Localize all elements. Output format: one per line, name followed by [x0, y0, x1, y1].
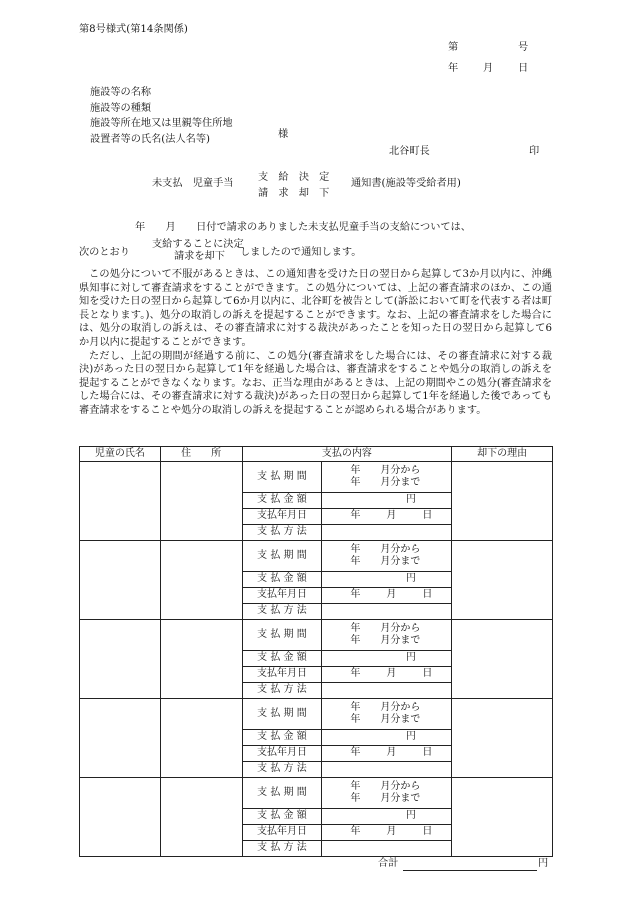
- intro-line-2-right: しましたので通知します。: [240, 247, 362, 258]
- facility-type-label: 施設等の種類: [90, 102, 152, 114]
- date-day: 日: [422, 668, 433, 680]
- total-underline: [403, 870, 537, 871]
- founder-name-label: 設置者等の氏名(法人名等): [90, 133, 211, 145]
- date-month-label: 月: [483, 63, 494, 74]
- date-label: 支払年月日: [242, 746, 322, 762]
- form-number: 第8号様式(第14条関係): [79, 24, 188, 35]
- period-value[interactable]: [322, 541, 452, 572]
- method-value[interactable]: [322, 762, 452, 778]
- address-cell[interactable]: [160, 699, 242, 778]
- period-from: 年 月分から: [350, 781, 421, 792]
- period-label: 支 払 期 間: [242, 620, 322, 651]
- rejection-reason-cell[interactable]: [452, 620, 553, 699]
- period-to: 年 月分まで: [350, 635, 421, 646]
- amount-yen: 円: [405, 810, 416, 822]
- date-month: 月: [386, 510, 397, 522]
- date-value[interactable]: [322, 746, 452, 762]
- title-option-rejection: 請 求 却 下: [258, 188, 330, 199]
- date-year: 年: [350, 668, 361, 680]
- date-value[interactable]: [322, 667, 452, 683]
- date-year: 年: [350, 747, 361, 759]
- header-child-name: 児童の氏名: [80, 447, 161, 462]
- method-value[interactable]: [322, 604, 452, 620]
- amount-value[interactable]: [322, 493, 452, 509]
- honorific: 様: [278, 129, 289, 140]
- method-value[interactable]: [322, 683, 452, 699]
- header-rejection-reason: 却下の理由: [452, 447, 553, 462]
- date-value[interactable]: [322, 588, 452, 604]
- table-header-row: [80, 447, 553, 462]
- date-label: 支払年月日: [242, 588, 322, 604]
- date-day: 日: [422, 510, 433, 522]
- period-from: 年 月分から: [350, 702, 421, 713]
- period-value[interactable]: [322, 699, 452, 730]
- date-year: 年: [350, 826, 361, 838]
- method-label: 支 払 方 法: [242, 762, 322, 778]
- table-row: [80, 620, 553, 651]
- method-label: 支 払 方 法: [242, 604, 322, 620]
- date-value[interactable]: [322, 825, 452, 841]
- period-label: 支 払 期 間: [242, 462, 322, 493]
- intro-option-pay: 支給することに決定: [152, 239, 244, 250]
- appeal-paragraph-2: ただし、上記の期間が経過する前に、この処分(審査請求をした場合には、その審査請求に対する裁決)があった日の翌日から起算して1年を経過した場合は、審査請求をすることや処分の取消しの訴えを提起することができなくなります。なお、正当な理由があるときは、上記の期間やこの処分(審査請求をした場合には、その審査請求に対する裁決)があった日の翌日から起算して1年を経過した後であっても審査請求をすることや処分の取消しの訴えを提起することが認められる場合があります。: [79, 350, 552, 416]
- document-number-suffix: 号: [518, 42, 529, 53]
- address-cell[interactable]: [160, 778, 242, 857]
- amount-label: 支 払 金 額: [242, 493, 322, 509]
- document-number-label: 第: [448, 42, 459, 53]
- date-day: 日: [422, 589, 433, 601]
- date-day: 日: [422, 826, 433, 838]
- method-value[interactable]: [322, 841, 452, 857]
- period-from: 年 月分から: [350, 544, 421, 555]
- title-left: 未支払 児童手当: [152, 178, 234, 189]
- period-label: 支 払 期 間: [242, 541, 322, 572]
- date-year: 年: [350, 589, 361, 601]
- amount-value[interactable]: [322, 730, 452, 746]
- intro-line-2-left: 次のとおり: [79, 247, 130, 258]
- facility-address-label: 施設等所在地又は里親等住所地: [90, 118, 233, 129]
- period-value[interactable]: [322, 778, 452, 809]
- date-label: 支払年月日: [242, 667, 322, 683]
- amount-label: 支 払 金 額: [242, 572, 322, 588]
- child-name-cell[interactable]: [80, 699, 161, 778]
- table-row: [80, 699, 553, 730]
- amount-yen: 円: [405, 494, 416, 506]
- table-row: [80, 462, 553, 493]
- intro-line-1: 年 月 日付で請求のありました未支払児童手当の支給については、: [135, 222, 471, 233]
- intro-options: [152, 239, 244, 263]
- appeal-notice: [79, 268, 552, 418]
- header-payment-details: 支払の内容: [242, 447, 452, 462]
- child-name-cell[interactable]: [80, 541, 161, 620]
- date-year: 年: [350, 510, 361, 522]
- period-from: 年 月分から: [350, 465, 421, 476]
- addressee-block: [90, 85, 233, 147]
- rejection-reason-cell[interactable]: [452, 699, 553, 778]
- date-label: 支払年月日: [242, 825, 322, 841]
- rejection-reason-cell[interactable]: [452, 778, 553, 857]
- date-year-label: 年: [448, 63, 459, 74]
- period-label: 支 払 期 間: [242, 699, 322, 730]
- amount-yen: 円: [405, 573, 416, 585]
- header-address: 住 所: [160, 447, 242, 462]
- period-value[interactable]: [322, 462, 452, 493]
- date-label: 支払年月日: [242, 509, 322, 525]
- amount-label: 支 払 金 額: [242, 730, 322, 746]
- method-value[interactable]: [322, 525, 452, 541]
- payment-detail-table: [79, 446, 553, 857]
- rejection-reason-cell[interactable]: [452, 462, 553, 541]
- method-label: 支 払 方 法: [242, 841, 322, 857]
- period-from: 年 月分から: [350, 623, 421, 634]
- date-value[interactable]: [322, 509, 452, 525]
- amount-value[interactable]: [322, 572, 452, 588]
- date-month: 月: [386, 747, 397, 759]
- date-month: 月: [386, 668, 397, 680]
- period-to: 年 月分まで: [350, 556, 421, 567]
- seal-mark: 印: [529, 146, 540, 157]
- facility-name-label: 施設等の名称: [90, 87, 152, 98]
- method-label: 支 払 方 法: [242, 683, 322, 699]
- amount-value[interactable]: [322, 809, 452, 825]
- address-cell[interactable]: [160, 462, 242, 541]
- date-month: 月: [386, 589, 397, 601]
- amount-value[interactable]: [322, 651, 452, 667]
- period-to: 年 月分まで: [350, 793, 421, 804]
- amount-label: 支 払 金 額: [242, 809, 322, 825]
- appeal-paragraph-1: この処分について不服があるときは、この通知書を受けた日の翌日から起算して3か月以内に、沖縄県知事に対して審査請求をすることができます。この処分については、上記の審査請求のほか、この通知を受けた日の翌日から起算して6か月以内に、北谷町を被告として(訴訟において町を代表する者は町長となります。)、処分の取消しの訴えを提起することができます。なお、上記の審査請求をした場合には、処分の取消しの訴えは、その審査請求に対する裁決があったことを知った日の翌日から起算して6か月以内に提起することができます。: [79, 269, 552, 348]
- period-value[interactable]: [322, 620, 452, 651]
- total-yen-unit: 円: [538, 858, 549, 869]
- address-cell[interactable]: [160, 620, 242, 699]
- child-name-cell[interactable]: [80, 462, 161, 541]
- period-to: 年 月分まで: [350, 714, 421, 725]
- total-label: 合計: [378, 858, 399, 869]
- amount-yen: 円: [405, 652, 416, 664]
- method-label: 支 払 方 法: [242, 525, 322, 541]
- child-name-cell[interactable]: [80, 620, 161, 699]
- address-cell[interactable]: [160, 541, 242, 620]
- child-name-cell[interactable]: [80, 778, 161, 857]
- table-row: [80, 541, 553, 572]
- amount-label: 支 払 金 額: [242, 651, 322, 667]
- title-options: [258, 170, 329, 202]
- date-month: 月: [386, 826, 397, 838]
- date-day-label: 日: [518, 63, 529, 74]
- rejection-reason-cell[interactable]: [452, 541, 553, 620]
- table-row: [80, 778, 553, 809]
- period-to: 年 月分まで: [350, 477, 421, 488]
- amount-yen: 円: [405, 731, 416, 743]
- date-day: 日: [422, 747, 433, 759]
- intro-option-reject: 請求を却下: [174, 251, 225, 262]
- title-right: 通知書(施設等受給者用): [351, 178, 461, 189]
- issuer-title: 北谷町長: [389, 146, 430, 157]
- period-label: 支 払 期 間: [242, 778, 322, 809]
- title-option-decision: 支 給 決 定: [258, 172, 330, 183]
